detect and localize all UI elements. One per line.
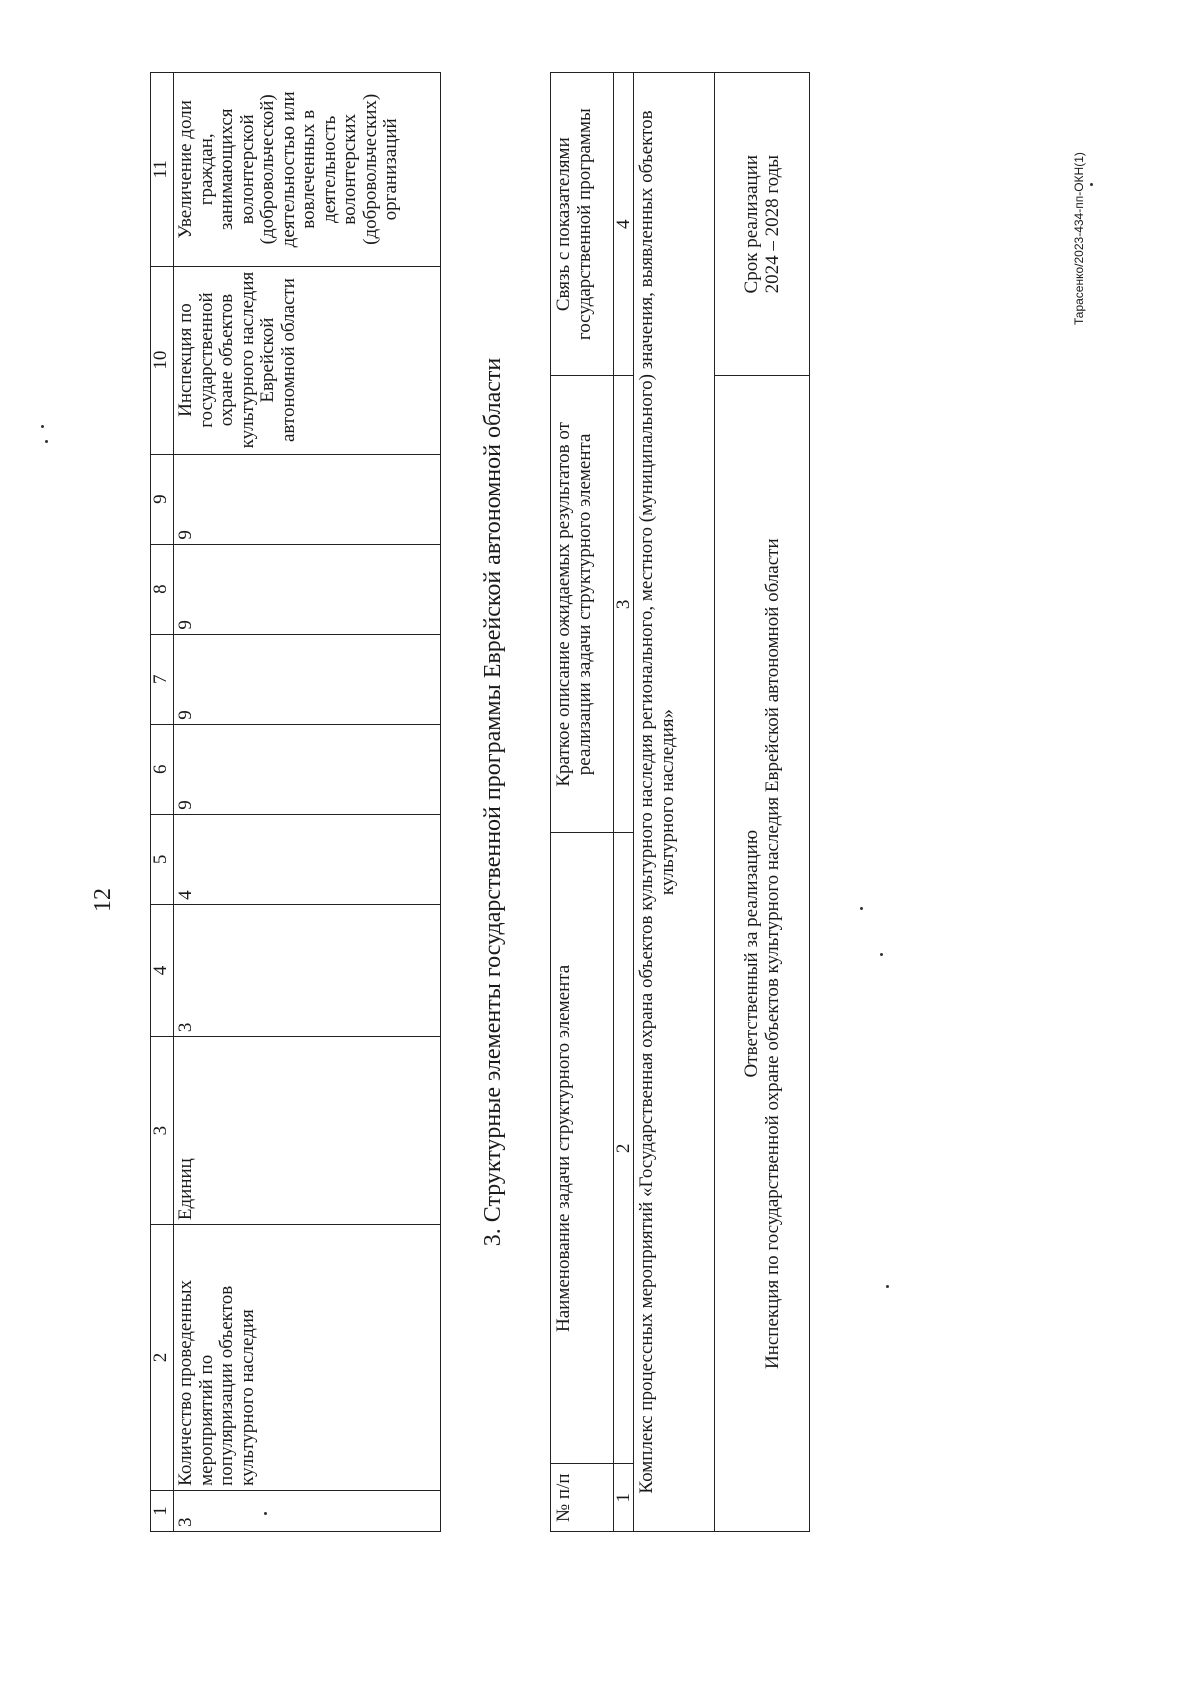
header-cell: 6	[151, 724, 174, 814]
complex-row	[634, 73, 715, 1532]
scan-speck	[886, 1285, 889, 1288]
header-cell: 10	[151, 266, 174, 454]
indicator-name: Количество проведенных мероприятий по популяризации объектов культурного наследия	[174, 1225, 441, 1491]
scan-speck	[880, 953, 883, 956]
header-cell: 1	[151, 1490, 174, 1531]
scan-speck	[41, 425, 44, 428]
term-cell	[715, 73, 810, 376]
header-cell: 11	[151, 73, 174, 267]
header-cell: Связь с показателями государственной программы	[551, 73, 614, 376]
column-number: 1	[614, 1464, 634, 1532]
column-number: 2	[614, 833, 634, 1464]
term-value: 2024 – 2028 годы	[762, 154, 783, 294]
header-cell: 7	[151, 634, 174, 724]
value-cell: 4	[174, 814, 441, 904]
section-title: 3. Структурные элементы государственной программы Еврейской автономной области	[480, 357, 506, 1247]
header-cell: 8	[151, 544, 174, 634]
responsible-cell	[715, 376, 810, 1532]
header-cell: Наименование задачи структурного элемента	[551, 833, 614, 1464]
document-code: Тарасенко/2023-434-пп-ОКН(1)	[1072, 152, 1086, 325]
header-cell: 4	[151, 904, 174, 1036]
header-cell: Краткое описание ожидаемых результатов от реализации задачи структурного элемента	[551, 376, 614, 833]
scan-speck	[860, 907, 863, 910]
header-cell: 2	[151, 1225, 174, 1491]
table-header-row	[551, 73, 614, 1532]
unit: Единиц	[174, 1037, 441, 1225]
document-code-area	[1070, 0, 1200, 1697]
responsible-label: Ответственный за реализацию	[740, 829, 762, 1078]
complex-title: Комплекс процессных мероприятий «Государственная охрана объектов культурного наследия регионального, местного (муниципального) значения, выявленных объектов культурного наследия»	[634, 73, 715, 1532]
table-header-row	[151, 73, 174, 1532]
rotated-page-content	[90, 72, 1150, 1612]
scan-speck	[264, 1512, 267, 1515]
header-cell: 3	[151, 1037, 174, 1225]
responsible-row	[715, 73, 810, 1532]
responsible-cell: Инспекция по государственной охране объектов культурного наследия Еврейской автономной области	[174, 266, 441, 454]
page-number: 12	[90, 888, 116, 912]
value-cell: 9	[174, 634, 441, 724]
column-number: 4	[614, 73, 634, 376]
column-number: 3	[614, 376, 634, 833]
link-cell: Увеличение доли граждан, занимающихся волонтерской (добровольческой) деятельностью или вовлеченных в деятельность волонтерских (добровольческих) организаций	[174, 73, 441, 267]
value-cell: 9	[174, 544, 441, 634]
value-cell: 9	[174, 724, 441, 814]
value-cell: 3	[174, 904, 441, 1036]
indicator-table	[150, 72, 441, 1532]
value-cell: 9	[174, 454, 441, 544]
term-label: Срок реализации	[740, 154, 762, 294]
header-cell: № п/п	[551, 1464, 614, 1532]
responsible-value: Инспекция по государственной охране объектов культурного наследия Еврейской автономной области	[762, 538, 783, 1370]
structural-elements-table	[550, 72, 810, 1532]
header-cell: 5	[151, 814, 174, 904]
table-row	[174, 73, 441, 1532]
scan-speck	[45, 440, 48, 443]
column-number-row	[614, 73, 634, 1532]
row-number: 3	[174, 1490, 441, 1531]
header-cell: 9	[151, 454, 174, 544]
scan-speck	[1090, 183, 1093, 186]
